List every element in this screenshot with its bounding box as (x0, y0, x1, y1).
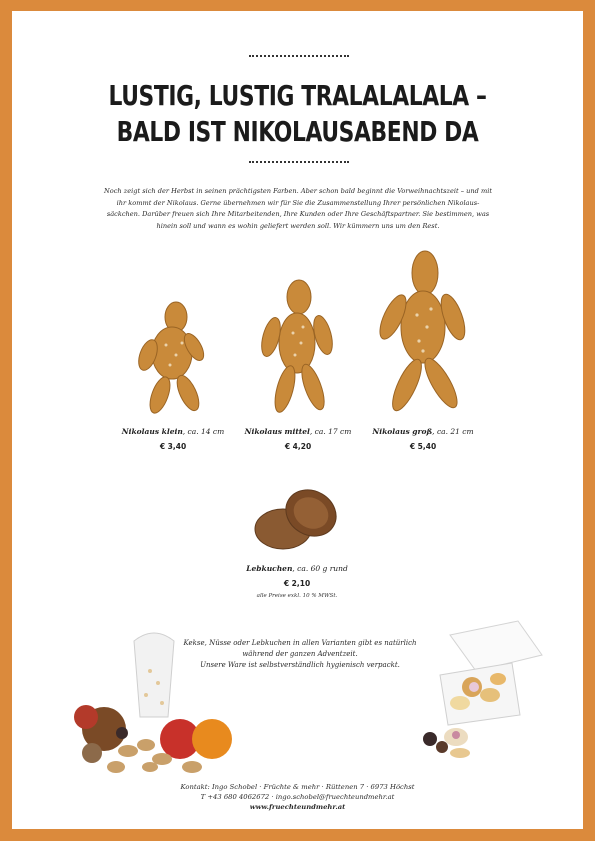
website-link[interactable]: www.fruechteundmehr.at (249, 803, 346, 811)
product-label: Lebkuchen, ca. 60 g rund (246, 564, 348, 573)
lebkuchen-image (247, 481, 347, 557)
note-line-1: Kekse, Nüsse oder Lebkuchen in allen Varianten gibt es natürlich (183, 639, 417, 647)
product-nikolaus-klein (108, 295, 238, 451)
note-line-3: Unsere Ware ist selbstverständlich hygienisch verpackt. (200, 661, 400, 669)
product-price: € 4,20 (284, 442, 312, 451)
product-label: Nikolaus groß, ca. 21 cm (372, 427, 474, 436)
product-price: € 2,10 (283, 579, 311, 588)
product-price: € 5,40 (409, 442, 437, 451)
intro-paragraph: Noch zeigt sich der Herbst in seinen prächtigsten Farben. Aber schon bald beginnt die Vorweihnachtszeit – und mit ihr kommt der Nikolaus. Gerne übernehmen wir für Sie die Zusammenstellung Ihrer persönlichen Nikolaus-säckchen. Darüber freuen sich Ihre Mitarbeitenden, Ihre Kunden oder Ihre Geschäftspartner. Sie bestimmen, was hinein soll und wann es wohin geliefert werden soll. Wir kümmern uns um den Rest. (103, 187, 493, 230)
bottom-dotted-divider (249, 161, 349, 163)
title-line-2: BALD IST NIKOLAUSABEND DA (116, 115, 479, 148)
product-nikolaus-mittel (233, 277, 363, 451)
product-lebkuchen (232, 481, 362, 599)
contact-address: Kontakt: Ingo Schobel · Früchte & mehr · Rüttenen 7 · 6973 Höchst (180, 783, 415, 791)
nikolaus-medium-image (253, 277, 343, 420)
product-price: € 3,40 (159, 442, 187, 451)
top-dotted-divider (249, 55, 349, 57)
nikolaus-large-image (373, 247, 473, 420)
vat-note: alle Preise exkl. 10 % MWSt. (256, 593, 338, 599)
nikolaus-small-image (128, 295, 218, 420)
advent-note (162, 638, 438, 671)
flyer-page (12, 11, 583, 829)
contact-phone-email: T +43 680 4062672 · ingo.schobel@fruechteundmehr.at (200, 793, 395, 801)
product-label: Nikolaus mittel, ca. 17 cm (244, 427, 352, 436)
product-label: Nikolaus klein, ca. 14 cm (121, 427, 225, 436)
product-nikolaus-gross (358, 247, 488, 451)
contact-footer (12, 782, 583, 812)
title-line-1: LUSTIG, LUSTIG TRALALALALA – (108, 79, 487, 112)
note-line-2: während der ganzen Adventzeit. (242, 650, 358, 658)
